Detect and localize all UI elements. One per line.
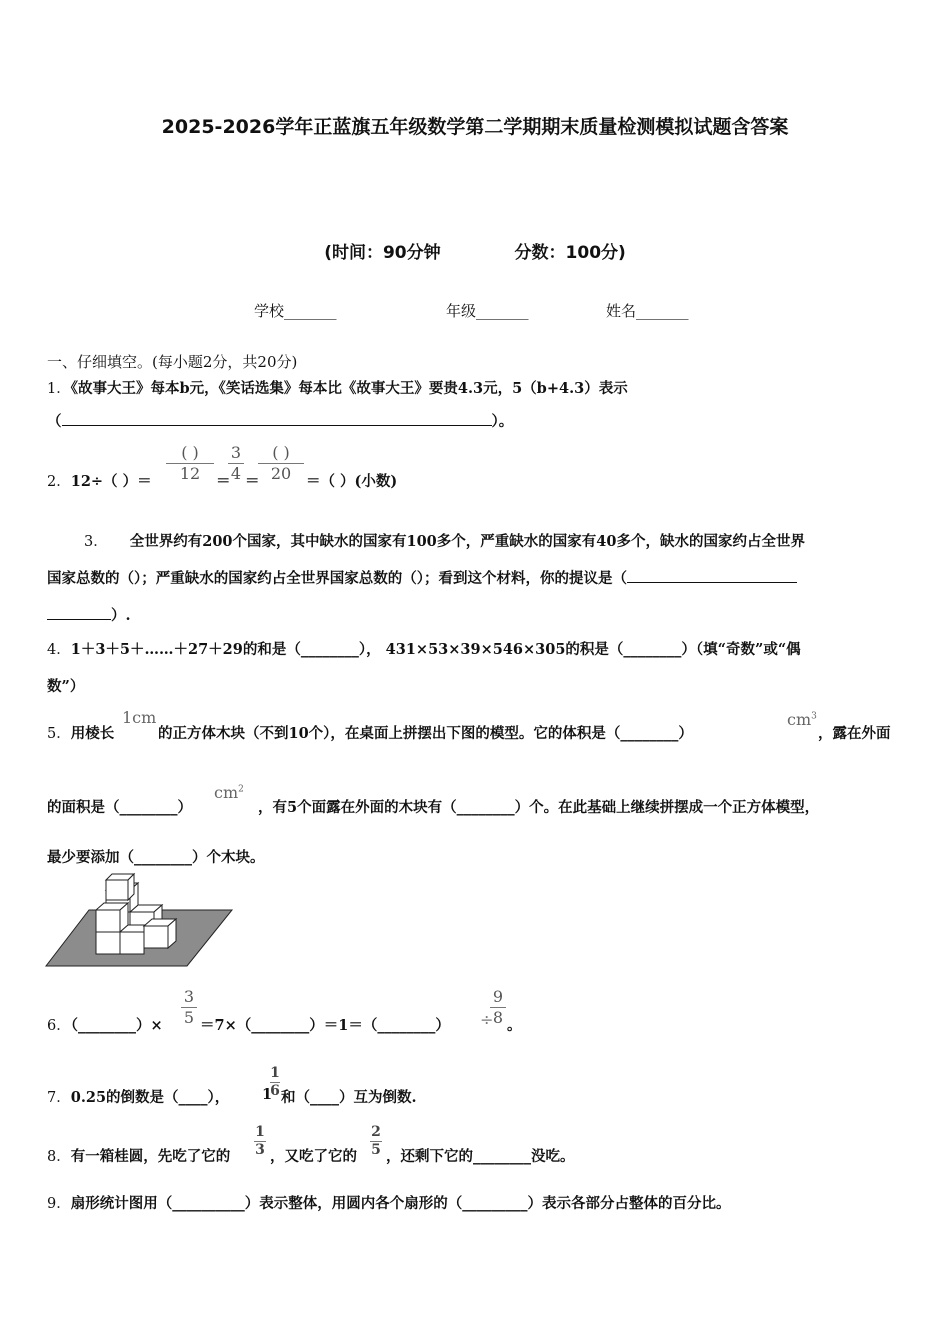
q8-f2-num: 2 [371,1124,381,1140]
name-field: 姓名_______ [606,302,689,320]
q7-b: 和（____）互为倒数. [281,1089,417,1106]
q1-close: ）。 [491,413,514,430]
q3-close: ）. [111,607,131,624]
exam-score: 分数：100分) [514,243,626,263]
q3-line1: 全世界约有200个国家，其中缺水的国家有100多个，严重缺水的国家有40多个，缺水的国家约占全世界 [129,533,805,550]
q5-unit-2-sup: 3 [811,711,817,722]
q5-a: 用棱长 [70,725,115,742]
q5-unit-2-text: cm [787,710,812,729]
cube-model-figure [44,872,234,970]
q3-number: 3． [84,534,108,550]
q2-f3-den: 20 [270,464,292,483]
q6-divide-sign: ÷ [480,1010,494,1029]
q7-whole: 1 [262,1086,273,1103]
q5-line3: 最少要添加（________）个木块。 [47,849,265,866]
q2-f1-den: 12 [179,464,201,483]
q9-text: 扇形统计图用（__________）表示整体，用圆内各个扇形的（_________）表示各部分占整体的百分比。 [70,1195,731,1212]
section-heading: 一、仔细填空。(每小题2分，共20分) [47,353,298,371]
q4-line1: 1＋3＋5＋……＋27＋29的和是（________）， 431×53×39×546×305的积是（________）（填“奇数”或“偶 [70,641,801,658]
cube [106,880,128,900]
q2-fraction-3 [258,444,304,483]
q8-fraction-2 [370,1125,382,1158]
q8-f1-den: 3 [255,1142,265,1158]
cube [144,926,168,948]
q4-number: 4． [47,642,71,658]
q4-line2: 数”） [47,678,85,695]
q8-f1-num: 1 [255,1124,265,1140]
school-field: 学校_______ [254,302,337,320]
q8-a: 有一箱桂圆，先吃了它的 [70,1148,231,1165]
question-9 [47,1192,730,1213]
q2-f3-num: ( ) [272,443,290,462]
q2-number: 2． [47,474,71,490]
q2-lead: 12÷（ ）＝ [70,473,152,490]
question-3 [84,530,805,551]
q3-line-3 [47,604,131,625]
q3-blank-2[interactable] [47,619,111,620]
q6-f1-den: 5 [183,1008,195,1027]
q6-fraction-1 [181,988,197,1027]
q8-f2-den: 5 [371,1142,381,1158]
q2-f1-num: ( ) [181,443,199,462]
q7-f-num: 1 [270,1065,280,1081]
q1-number: 1． [47,381,71,397]
question-2 [47,470,152,491]
q2-fraction-2 [228,444,244,483]
q2-f2-den: 4 [230,464,242,483]
q2-tail: ＝（ ）(小数) [306,473,398,490]
q2-eq1: ＝ [216,473,231,490]
q8-c: ，还剩下它的________没吃。 [386,1148,575,1165]
q6-f2-den: 8 [492,1008,504,1027]
q8-fraction-1 [254,1125,266,1158]
q2-f2-num: 3 [230,443,242,462]
q1-open: （ [47,413,62,430]
q6-f1-num: 3 [183,987,195,1006]
cube [96,932,120,954]
q3-blank[interactable] [627,582,797,583]
q5-line2a: 的面积是（________） [47,799,192,816]
q5-unit-2 [787,710,817,729]
q5-number: 5． [47,726,71,742]
q6-number: 6． [47,1018,71,1034]
q6-b: ＝7×（________）＝1＝（________） [200,1017,450,1034]
q5-unit-3-sup: 2 [238,784,244,795]
question-4 [47,638,801,659]
q5-unit-3 [214,783,244,802]
question-6 [47,1014,163,1035]
q7-a: 0.25的倒数是（____）， [70,1089,230,1106]
q5-b: 的正方体木块（不到10个），在桌面上拼摆出下图的模型。它的体积是（________） [158,725,693,742]
q3-line2: 国家总数的（）；严重缺水的国家约占全世界国家总数的（）；看到这个材料，你的提议是（ [47,570,627,587]
q6-f2-num: 9 [492,987,504,1006]
q9-number: 9． [47,1196,71,1212]
q1-blank[interactable] [62,425,492,426]
cube [96,910,120,932]
q5-c: ，露在外面 [818,725,891,742]
question-5-a [47,722,114,743]
question-7 [47,1086,229,1107]
q7-fraction [270,1066,280,1099]
q8-number: 8． [47,1149,71,1165]
question-1 [47,377,628,398]
q6-end: 。 [507,1017,522,1034]
q2-eq2: ＝ [245,473,260,490]
cube [120,932,144,954]
q2-fraction-1 [166,444,214,483]
q7-number: 7． [47,1090,71,1106]
q1-text: 《故事大王》每本b元，《笑话选集》每本比《故事大王》要贵4.3元，5（b+4.3）表示 [70,380,628,397]
question-8 [47,1145,230,1166]
q8-b: ，又吃了它的 [270,1148,357,1165]
q6-fraction-2 [490,988,506,1027]
exam-time: (时间：90分钟 [324,243,441,263]
exam-meta [0,238,950,263]
grade-field: 年级_______ [446,302,529,320]
q1-answer-line [47,410,513,431]
q5-line2b: ，有5个面露在外面的木块有（________）个。在此基础上继续拼摆成一个正方体模型， [258,799,820,816]
q7-f-den: 6 [270,1083,280,1099]
q6-a: （________）× [70,1017,163,1034]
q3-line-2 [47,567,797,588]
q5-unit-3-text: cm [214,783,239,802]
page-title: 2025-2026学年正蓝旗五年级数学第二学期期末质量检测模拟试题含答案 [161,116,789,138]
q5-unit-1: 1cm [122,708,157,727]
